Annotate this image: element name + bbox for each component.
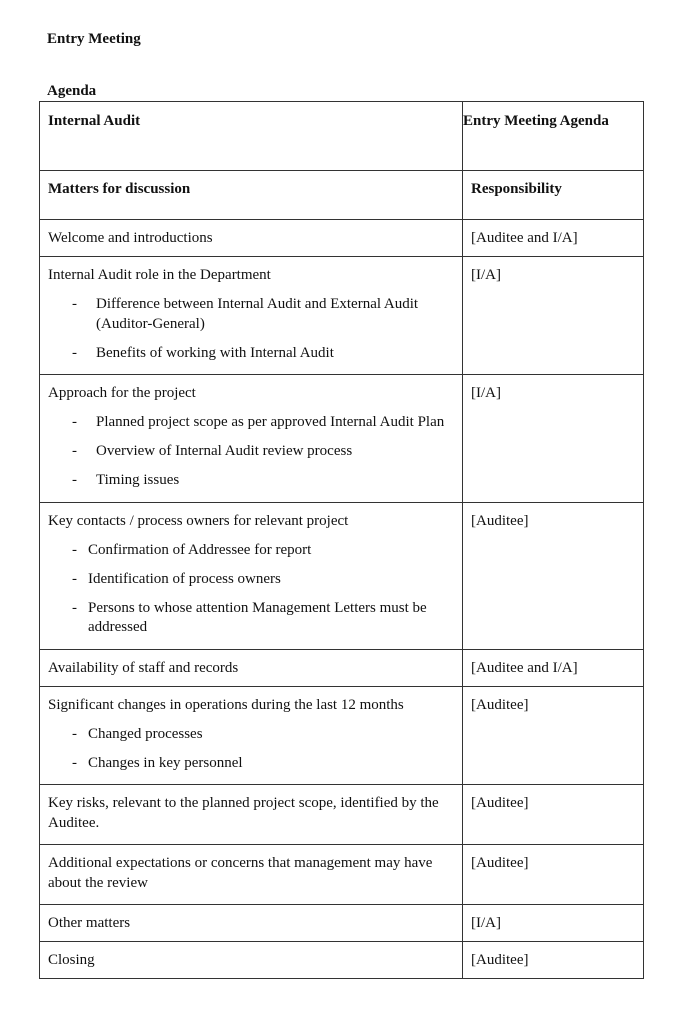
- row-topic: Key risks, relevant to the planned project scope, identified by the Auditee.: [40, 785, 463, 845]
- row-topic: Welcome and introductions: [40, 220, 463, 257]
- row-responsibility: [I/A]: [463, 375, 644, 503]
- row-topic: Approach for the project: [48, 385, 196, 401]
- table-row: [40, 375, 644, 503]
- list-item: [48, 413, 454, 433]
- sub-item-list: [48, 295, 454, 363]
- list-item-text: Timing issues: [96, 472, 180, 488]
- document-title: Entry Meeting: [47, 31, 141, 47]
- row-responsibility: [Auditee and I/A]: [463, 220, 644, 257]
- dash-bullet: -: [72, 541, 77, 558]
- sub-item-list: [48, 725, 454, 774]
- list-item: [48, 725, 454, 745]
- row-topic: Closing: [40, 942, 463, 979]
- row-topic: Significant changes in operations during the last 12 months: [48, 696, 404, 713]
- row-responsibility: [I/A]: [463, 257, 644, 375]
- list-item-text: Benefits of working with Internal Audit: [96, 344, 334, 361]
- table-row: [40, 686, 644, 785]
- list-item: [48, 541, 454, 561]
- list-item: [48, 442, 454, 462]
- list-item-text: Changed processes: [88, 725, 203, 742]
- sub-item-list: [48, 541, 454, 638]
- row-responsibility: [Auditee]: [463, 942, 644, 979]
- row-topic-cell: [40, 686, 463, 785]
- agenda-label: Agenda: [47, 83, 97, 99]
- row-responsibility: [Auditee]: [463, 845, 644, 905]
- list-item: [48, 295, 454, 334]
- row-topic-cell: [40, 502, 463, 649]
- list-item: [48, 471, 454, 491]
- row-responsibility: [Auditee]: [463, 686, 644, 785]
- table-row: [40, 502, 644, 649]
- list-item-text: Persons to whose attention Management Letters must be addressed: [88, 599, 427, 635]
- column-header-row: [40, 171, 644, 220]
- list-item-text: Identification of process owners: [88, 570, 281, 587]
- row-topic-cell: [40, 375, 463, 503]
- dash-bullet: -: [72, 296, 77, 312]
- column-header-responsibility: Responsibility: [463, 171, 644, 220]
- list-item-text: Difference between Internal Audit and External Audit (Auditor-General): [96, 296, 419, 332]
- header-internal-audit: Internal Audit: [40, 102, 463, 171]
- dash-bullet: -: [72, 599, 77, 616]
- column-header-matters: Matters for discussion: [40, 171, 463, 220]
- row-responsibility: [Auditee and I/A]: [463, 649, 644, 686]
- header-entry-meeting-agenda: Entry Meeting Agenda: [463, 102, 644, 171]
- dash-bullet: -: [72, 725, 77, 742]
- list-item: [48, 570, 454, 590]
- dash-bullet: -: [72, 443, 77, 459]
- list-item-text: Planned project scope as per approved Internal Audit Plan: [96, 414, 445, 430]
- list-item-text: Overview of Internal Audit review process: [96, 443, 353, 459]
- row-topic: Key contacts / process owners for relevant project: [48, 512, 349, 529]
- dash-bullet: -: [72, 754, 77, 771]
- row-topic: Internal Audit role in the Department: [48, 267, 271, 283]
- table-row: [40, 905, 644, 942]
- table-row: [40, 942, 644, 979]
- table-row: [40, 220, 644, 257]
- sub-item-list: [48, 413, 454, 491]
- dash-bullet: -: [72, 414, 77, 430]
- row-responsibility: [Auditee]: [463, 502, 644, 649]
- row-topic: Availability of staff and records: [40, 649, 463, 686]
- dash-bullet: -: [72, 570, 77, 587]
- list-item: [48, 754, 454, 774]
- list-item-text: Confirmation of Addressee for report: [88, 541, 312, 558]
- row-responsibility: [Auditee]: [463, 785, 644, 845]
- table-row: [40, 845, 644, 905]
- row-topic: Additional expectations or concerns that management may have about the review: [40, 845, 463, 905]
- dash-bullet: -: [72, 472, 77, 488]
- agenda-table: [39, 101, 644, 979]
- row-topic-cell: [40, 257, 463, 375]
- list-item: [48, 344, 454, 364]
- list-item: [48, 599, 454, 638]
- list-item-text: Changes in key personnel: [88, 754, 243, 771]
- table-row: [40, 785, 644, 845]
- table-header-row: [40, 102, 644, 171]
- table-row: [40, 649, 644, 686]
- table-row: [40, 257, 644, 375]
- dash-bullet: -: [72, 344, 77, 361]
- row-topic: Other matters: [40, 905, 463, 942]
- row-responsibility: [I/A]: [463, 905, 644, 942]
